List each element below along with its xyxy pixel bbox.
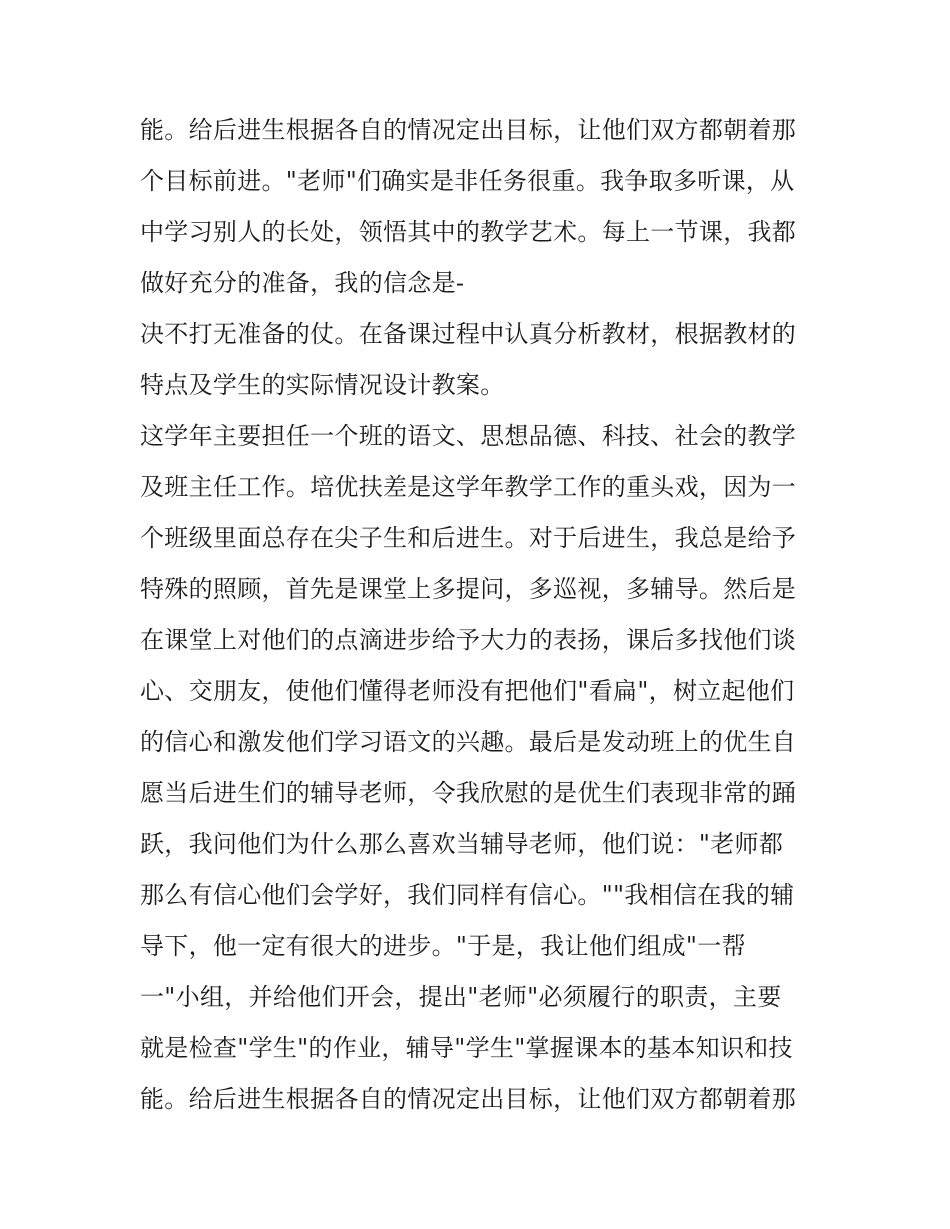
text-line: 特殊的照顾，首先是课堂上多提问，多巡视，多辅导。然后是 <box>140 575 797 603</box>
text-line: 做好充分的准备，我的信念是- <box>140 269 465 297</box>
text-line: 能。给后进生根据各自的情况定出目标，让他们双方都朝着那 <box>140 1085 797 1113</box>
text-line: 在课堂上对他们的点滴进步给予大力的表扬，课后多找他们谈 <box>140 626 797 654</box>
text-line: 导下，他一定有很大的进步。"于是，我让他们组成"一帮 <box>140 932 746 960</box>
text-line: 及班主任工作。培优扶差是这学年教学工作的重头戏，因为一 <box>140 473 797 501</box>
text-line: 愿当后进生们的辅导老师，令我欣慰的是优生们表现非常的踊 <box>140 779 797 807</box>
text-line: 能。给后进生根据各自的情况定出目标，让他们双方都朝着那 <box>140 116 797 144</box>
text-line: 个目标前进。"老师"们确实是非任务很重。我争取多听课，从 <box>140 167 795 195</box>
text-line: 就是检查"学生"的作业，辅导"学生"掌握课本的基本知识和技 <box>140 1034 793 1062</box>
text-line: 中学习别人的长处，领悟其中的教学艺术。每上一节课，我都 <box>140 218 797 246</box>
text-line: 特点及学生的实际情况设计教案。 <box>140 371 505 399</box>
text-line: 一"小组，并给他们开会，提出"老师"必须履行的职责，主要 <box>140 983 782 1011</box>
text-line: 心、交朋友，使他们懂得老师没有把他们"看扁"，树立起他们 <box>140 677 795 705</box>
text-line: 跃，我问他们为什么那么喜欢当辅导老师，他们说："老师都 <box>140 830 784 858</box>
text-line: 那么有信心他们会学好，我们同样有信心。""我相信在我的辅 <box>140 881 795 909</box>
document-body <box>140 105 820 1125</box>
text-line: 个班级里面总存在尖子生和后进生。对于后进生，我总是给予 <box>140 524 797 552</box>
text-line: 的信心和激发他们学习语文的兴趣。最后是发动班上的优生自 <box>140 728 797 756</box>
text-line: 决不打无准备的仗。在备课过程中认真分析教材，根据教材的 <box>140 320 797 348</box>
text-line: 这学年主要担任一个班的语文、思想品德、科技、社会的教学 <box>140 422 797 450</box>
